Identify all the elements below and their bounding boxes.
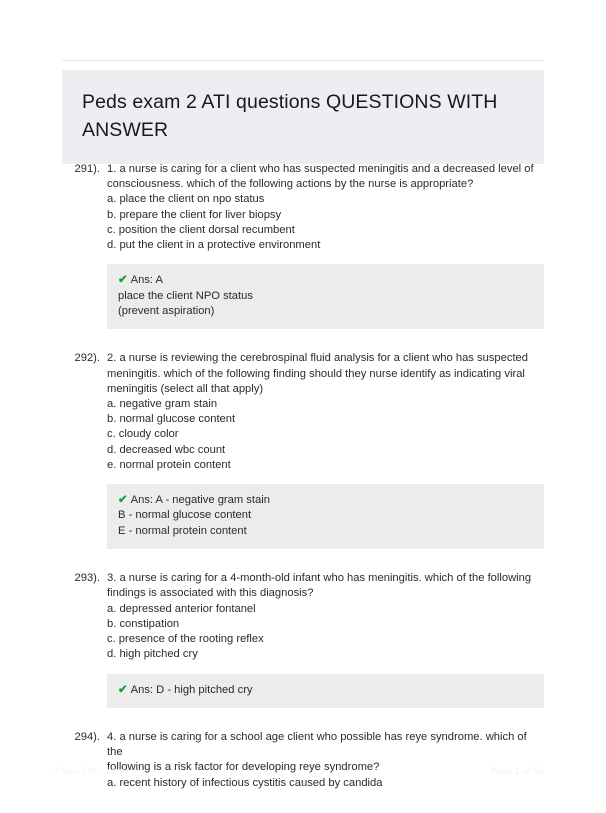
question-option[interactable]: b. prepare the client for liver biopsy bbox=[107, 208, 282, 221]
answer-line: (prevent aspiration) bbox=[118, 305, 215, 318]
spacer bbox=[0, 253, 606, 264]
spacer bbox=[0, 329, 606, 351]
document-title-band bbox=[62, 70, 544, 164]
page-footer bbox=[0, 766, 606, 786]
question-block bbox=[0, 162, 606, 351]
header-divider bbox=[62, 60, 544, 61]
watermark: PaperStbic.com bbox=[55, 766, 125, 777]
answer-line bbox=[118, 493, 533, 508]
question-stem-line: findings is associated with this diagnosis? bbox=[107, 587, 314, 600]
question-option[interactable]: a. negative gram stain bbox=[107, 398, 218, 411]
question-stem-line: 2. a nurse is reviewing the cerebrospinal fluid analysis for a client who has suspected bbox=[107, 352, 529, 365]
question-stem-line: meningitis (select all that apply) bbox=[107, 382, 264, 395]
answer-text: Ans: D - high pitched cry bbox=[130, 683, 253, 696]
page-title: Peds exam 2 ATI questions QUESTIONS WITH ANSWER bbox=[82, 91, 498, 141]
page-number: Page 1 of 15 bbox=[490, 766, 544, 777]
question-option[interactable]: d. decreased wbc count bbox=[107, 443, 226, 456]
answer-box bbox=[107, 674, 544, 708]
question-option[interactable]: e. normal protein content bbox=[107, 458, 231, 471]
spacer bbox=[0, 791, 606, 813]
answer-line: E - normal protein content bbox=[118, 524, 247, 537]
question-option[interactable]: c. position the client dorsal recumbent bbox=[107, 223, 295, 236]
question-option[interactable]: c. cloudy color bbox=[107, 428, 179, 441]
question-row bbox=[0, 351, 606, 473]
question-stem-line: consciousness. which of the following actions by the nurse is appropriate? bbox=[107, 178, 474, 191]
answer-text: Ans: A bbox=[130, 274, 163, 287]
question-option[interactable]: d. put the client in a protective environment bbox=[107, 239, 321, 252]
question-option[interactable]: b. constipation bbox=[107, 617, 180, 630]
spacer bbox=[0, 663, 606, 674]
questions-container bbox=[0, 162, 606, 813]
question-number: 291). bbox=[74, 163, 100, 175]
question-body bbox=[107, 571, 606, 662]
question-number: 292). bbox=[74, 352, 100, 365]
spacer bbox=[0, 473, 606, 484]
check-icon: ✔ bbox=[118, 683, 128, 696]
question-block bbox=[0, 351, 606, 571]
answer-box bbox=[107, 484, 544, 549]
answer-text: Ans: A - negative gram stain bbox=[130, 494, 270, 507]
question-number: 293). bbox=[74, 572, 100, 585]
question-option[interactable]: a. place the client on npo status bbox=[107, 193, 265, 206]
question-stem-line: following is a risk factor for developing reye syndrome? bbox=[107, 761, 380, 774]
question-stem-line: meningitis. which of the following finding should they nurse identify as indicating viral bbox=[107, 367, 525, 380]
question-block bbox=[0, 571, 606, 730]
question-row bbox=[0, 571, 606, 662]
question-row bbox=[0, 162, 606, 253]
check-icon: ✔ bbox=[118, 494, 128, 507]
check-icon: ✔ bbox=[118, 274, 128, 287]
question-stem-line: 4. a nurse is caring for a school age client who possible has reye syndrome. which of the bbox=[107, 730, 527, 759]
answer-line: B - normal glucose content bbox=[118, 509, 252, 522]
question-option[interactable]: a. recent history of infectious cystitis caused by candida bbox=[107, 776, 383, 789]
answer-line bbox=[118, 273, 533, 288]
question-body bbox=[107, 351, 606, 473]
answer-box bbox=[107, 264, 544, 329]
question-option[interactable]: a. depressed anterior fontanel bbox=[107, 602, 256, 615]
question-stem-line: 1. a nurse is caring for a client who has suspected meningitis and a decreased level of bbox=[107, 163, 534, 175]
answer-line: place the client NPO status bbox=[118, 289, 253, 302]
question-body bbox=[107, 162, 606, 253]
question-option[interactable]: b. normal glucose content bbox=[107, 413, 236, 426]
spacer bbox=[0, 549, 606, 571]
question-option[interactable]: d. high pitched cry bbox=[107, 648, 198, 661]
answer-line bbox=[118, 683, 533, 698]
question-stem-line: 3. a nurse is caring for a 4-month-old infant who has meningitis. which of the following bbox=[107, 572, 532, 585]
question-option[interactable]: c. presence of the rooting reflex bbox=[107, 633, 264, 646]
spacer bbox=[0, 708, 606, 730]
question-number: 294). bbox=[74, 730, 100, 743]
